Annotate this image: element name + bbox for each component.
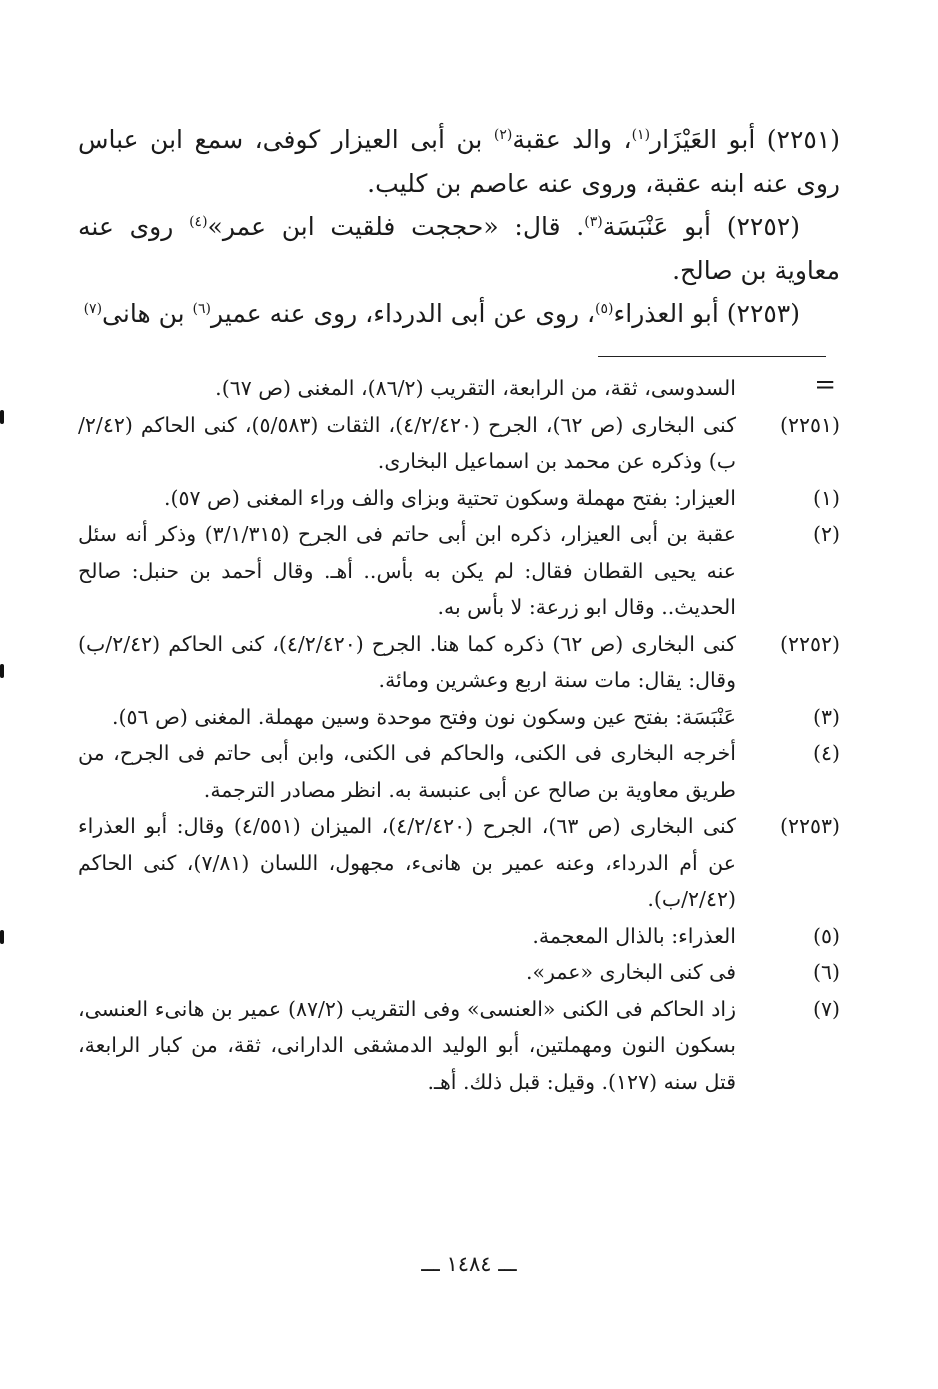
footnote-mark: (٦)	[812, 960, 840, 984]
footnote-mark: (٢٢٥٢)	[779, 631, 840, 656]
footnotes	[78, 370, 840, 1100]
footnote-continuation	[78, 370, 840, 407]
footnote-text: العيزار: بفتح مهملة وسكون تحتية وبزاى والف وراء المغنى (ص ٥٧).	[163, 485, 736, 510]
entry-2251: (٢٢٥١) أبو العَيْزَار$^{(١)}$، والد عقبة$^{(٢)}$ بن أبى العيزار كوفى، سمع ابن عباس روى عنه ابنه عقبة، وروى عنه عاصم بن كليب.	[78, 125, 841, 198]
footnote-mark: (٣)	[812, 704, 840, 729]
footnote-2	[78, 516, 840, 626]
footnote-text: أخرجه البخارى فى الكنى، والحاكم فى الكنى، وابن أبى حاتم فى الجرح، من طريق معاوية بن صالح عن أبى عنبسة به. انظر مصادر الترجمة.	[78, 741, 736, 802]
footnote-ref[interactable]: (٥)	[595, 301, 614, 317]
footnote-text: كنى البخارى (ص ٦٢) ذكره كما هنا. الجرح (٤/٢/٤٢٠)، كنى الحاكم (٢/٤٢/ب) وقال: يقال: مات سنة اربع وعشرين ومائة.	[78, 631, 736, 692]
footnote-mark: (٤)	[812, 741, 840, 765]
footnote-text: السدوسى، ثقة، من الرابعة، التقريب (٨٦/٢)، المغنى (ص ٦٧).	[215, 376, 736, 400]
footnote-ref[interactable]: (١)	[631, 127, 651, 143]
footnote-text: فى كنى البخارى «عمر».	[525, 960, 736, 984]
footnote-separator	[598, 356, 826, 357]
footnote-text: العذراء: بالذال المعجمة.	[532, 923, 736, 948]
footnote-text: كنى البخارى (ص ٦٢)، الجرح (٤/٢/٤٢٠)، الثقات (٥/٥٨٣)، كنى الحاكم (٢/٤٢/ب) وذكره عن محمد بن اسماعيل البخارى.	[78, 412, 736, 473]
footnote-text: عَنْبَسَة: بفتح عين وسكون نون وفتح موحدة وسين مهملة. المغنى (ص ٥٦).	[112, 704, 736, 729]
footnote-7	[78, 991, 840, 1101]
footnote-mark: =	[814, 370, 836, 400]
footnote-1	[78, 480, 840, 517]
footnote-entry-2252	[78, 626, 840, 699]
footnote-6	[78, 954, 840, 991]
scan-edge-mark	[0, 930, 4, 944]
main-text	[78, 118, 840, 336]
page-number: ـــ ١٤٨٤ ـــ	[421, 1252, 517, 1276]
footnote-mark: (١)	[812, 485, 840, 510]
footnote-ref[interactable]: (٤)	[189, 214, 208, 230]
footnote-text: زاد الحاكم فى الكنى «العنسى» وفى التقريب (٨٧/٢) عمير بن هانىء العنسى، بسكون النون ومهملتين، أبو الوليد الدمشقى الدارانى، ثقة، من كبار الرابعة، قتل سنه (١٢٧). وقيل: قبل ذلك. أهـ.	[78, 996, 736, 1094]
scan-edge-mark	[0, 410, 4, 424]
footnote-ref[interactable]: (٣)	[584, 214, 603, 230]
scan-edge-mark	[0, 664, 4, 678]
footnote-5	[78, 918, 840, 955]
footnote-mark: (٢٢٥٣)	[779, 814, 840, 838]
footnote-mark: (٢٢٥١)	[779, 412, 840, 437]
footnote-mark: (٧)	[812, 996, 840, 1021]
footnote-mark: (٢)	[812, 522, 840, 546]
footnote-mark: (٥)	[812, 923, 840, 948]
footnote-entry-2251	[78, 407, 840, 480]
footnote-ref[interactable]: (٧)	[83, 301, 103, 317]
entry-2252: (٢٢٥٢) أبو عَنْبَسَة$^{(٣)}$. قال: «حججت فلقيت ابن عمر»$^{(٤)}$ روى عنه معاوية بن صالح.	[78, 212, 840, 285]
footnote-ref[interactable]: (٦)	[192, 301, 211, 317]
footnote-text: كنى البخارى (ص ٦٣)، الجرح (٤/٢/٤٢٠)، الميزان (٤/٥٥١) وقال: أبو العذراء عن أم الدرداء، وعنه عمير بن هانىء، مجهول، اللسان (٧/٨١)، كنى الحاكم (٢/٤٢/ب).	[78, 814, 736, 911]
footnote-text: عقبة بن أبى العيزار، ذكره ابن أبى حاتم فى الجرح (٣/١/٣١٥) وذكر أنه سئل عنه يحيى القطان فقال: لم يكن به بأس.. أهـ. وقال أحمد بن حنبل: صالح الحديث.. وقال ابو زرعة: لا بأس به.	[78, 522, 736, 619]
entry-2253: (٢٢٥٣) أبو العذراء$^{(٥)}$، روى عن أبى الدرداء، روى عنه عمير$^{(٦)}$ بن هانى$^{(٧)}$	[83, 299, 800, 328]
footnote-entry-2253	[78, 808, 840, 918]
footnote-ref[interactable]: (٢)	[493, 127, 513, 143]
footnote-4	[78, 735, 840, 808]
footnote-3	[78, 699, 840, 736]
